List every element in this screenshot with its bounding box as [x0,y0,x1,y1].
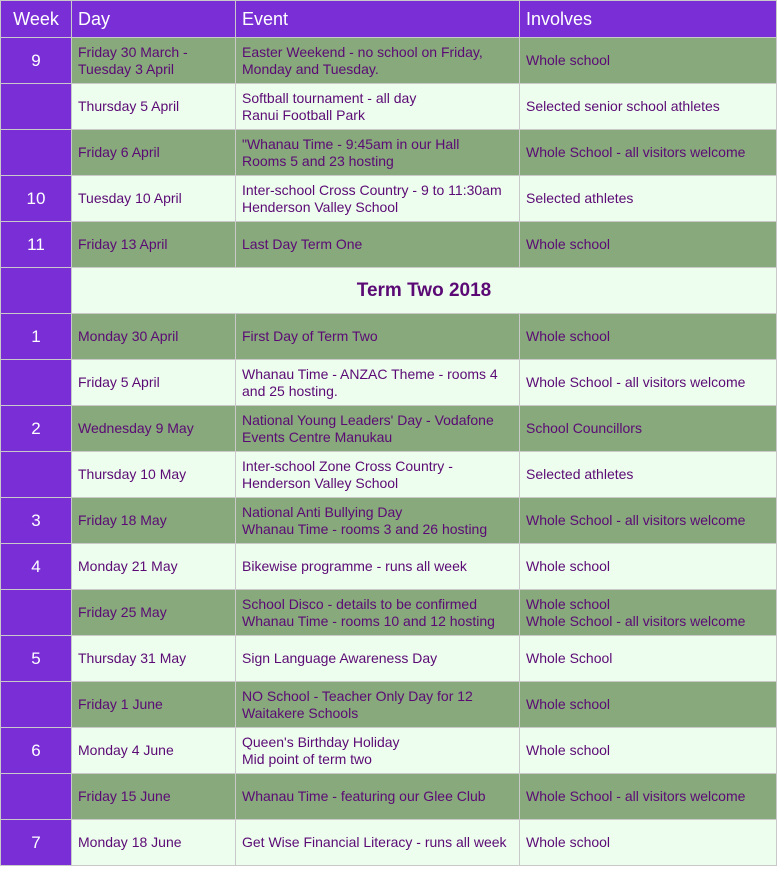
event-cell [236,84,520,130]
involves-line: Whole school [526,834,611,850]
involves-line: Selected athletes [526,466,634,482]
event-cell [236,452,520,498]
involves-cell [520,544,777,590]
table-row [1,498,777,544]
section-title: Term Two 2018 [72,268,777,314]
involves-line: Whole school [526,696,611,712]
event-cell [236,130,520,176]
week-cell: 9 [1,38,72,84]
involves-cell [520,682,777,728]
event-cell [236,774,520,820]
term-two-heading-group [1,268,777,314]
event-cell [236,406,520,452]
day-cell: Monday 18 June [72,820,236,866]
event-line: "Whanau Time - 9:45am in our Hall [242,135,460,152]
header-involves: Involves [520,1,777,38]
table-row [1,728,777,774]
day-cell: Friday 6 April [72,130,236,176]
week-cell: 3 [1,498,72,544]
involves-cell [520,498,777,544]
event-cell [236,820,520,866]
term-one-rows [1,38,777,268]
table-row [1,38,777,84]
involves-cell [520,84,777,130]
event-line: NO School - Teacher Only Day for 12 [242,687,473,704]
header-week: Week [1,1,72,38]
involves-line: Whole school [526,328,611,344]
table-row [1,130,777,176]
week-cell [1,84,72,130]
involves-cell [520,590,777,636]
involves-cell [520,820,777,866]
term-two-rows [1,314,777,866]
involves-line: Whole school [526,52,611,68]
event-line: Inter-school Zone Cross Country - [242,457,453,474]
section-week-cell [1,268,72,314]
day-cell: Friday 18 May [72,498,236,544]
event-cell [236,314,520,360]
event-line: Ranui Football Park [242,106,365,123]
involves-line: Whole school [526,742,611,758]
event-line: Last Day Term One [242,236,363,252]
table-row [1,406,777,452]
day-cell: Friday 15 June [72,774,236,820]
table-row [1,590,777,636]
table-row [1,452,777,498]
involves-line: Whole School - all visitors welcome [526,512,746,528]
day-cell: Thursday 10 May [72,452,236,498]
week-cell [1,360,72,406]
event-cell [236,590,520,636]
involves-line: Whole School - all visitors welcome [526,374,746,390]
involves-line: Whole School - all visitors welcome [526,612,746,629]
day-cell: Monday 4 June [72,728,236,774]
week-cell [1,452,72,498]
involves-line: School Councillors [526,420,642,436]
section-row [1,268,777,314]
event-line: School Disco - details to be confirmed [242,595,477,612]
table-row [1,820,777,866]
involves-line: Whole school [526,558,611,574]
header-event: Event [236,1,520,38]
week-cell [1,682,72,728]
involves-cell [520,406,777,452]
involves-line: Selected athletes [526,190,634,206]
table-row [1,636,777,682]
week-cell [1,590,72,636]
event-line: Sign Language Awareness Day [242,650,438,666]
event-line: Get Wise Financial Literacy - runs all week [242,834,507,850]
event-line: Inter-school Cross Country - 9 to 11:30am [242,181,502,198]
table-row [1,774,777,820]
event-line: Easter Weekend - no school on Friday, [242,43,483,60]
day-cell: Tuesday 10 April [72,176,236,222]
event-line: Whanau Time - rooms 10 and 12 hosting [242,612,495,629]
involves-cell [520,314,777,360]
event-line: Rooms 5 and 23 hosting [242,152,394,169]
day-cell: Friday 25 May [72,590,236,636]
week-cell: 4 [1,544,72,590]
day-cell: Friday 13 April [72,222,236,268]
event-line: and 25 hosting. [242,382,338,399]
event-cell [236,636,520,682]
event-cell [236,38,520,84]
day-cell: Wednesday 9 May [72,406,236,452]
involves-cell [520,360,777,406]
header-row [1,1,777,38]
event-line: National Young Leaders' Day - Vodafone [242,411,494,428]
table-row [1,222,777,268]
event-line: Henderson Valley School [242,198,399,215]
event-cell [236,544,520,590]
event-line: Whanau Time - ANZAC Theme - rooms 4 [242,365,498,382]
involves-line: Selected senior school athletes [526,98,720,114]
week-cell: 10 [1,176,72,222]
day-cell: Friday 1 June [72,682,236,728]
week-cell [1,130,72,176]
table-row [1,84,777,130]
involves-cell [520,130,777,176]
table-row [1,682,777,728]
day-cell: Monday 21 May [72,544,236,590]
event-cell [236,498,520,544]
day-cell: Friday 5 April [72,360,236,406]
event-line: Queen's Birthday Holiday [242,733,400,750]
week-cell: 1 [1,314,72,360]
event-line: National Anti Bullying Day [242,503,403,520]
event-cell [236,360,520,406]
event-line: Whanau Time - rooms 3 and 26 hosting [242,520,488,537]
day-cell: Thursday 31 May [72,636,236,682]
table-row [1,360,777,406]
table-row [1,176,777,222]
involves-line: Whole School [526,650,613,666]
event-line: Henderson Valley School [242,474,399,491]
involves-line: Whole school [526,236,611,252]
header-day: Day [72,1,236,38]
week-cell [1,774,72,820]
involves-cell [520,222,777,268]
week-cell: 7 [1,820,72,866]
involves-cell [520,452,777,498]
event-line: Monday and Tuesday. [242,60,379,77]
week-cell: 5 [1,636,72,682]
event-line: First Day of Term Two [242,328,378,344]
event-cell [236,728,520,774]
week-cell: 11 [1,222,72,268]
involves-cell [520,728,777,774]
table-row [1,314,777,360]
event-line: Waitakere Schools [242,704,359,721]
event-line: Whanau Time - featuring our Glee Club [242,788,486,804]
involves-cell [520,38,777,84]
event-line: Mid point of term two [242,750,372,767]
event-cell [236,176,520,222]
day-cell: Friday 30 March - Tuesday 3 April [72,38,236,84]
involves-line: Whole school [526,595,611,612]
day-cell: Monday 30 April [72,314,236,360]
event-cell [236,682,520,728]
involves-cell [520,774,777,820]
involves-cell [520,636,777,682]
involves-line: Whole School - all visitors welcome [526,788,746,804]
event-line: Events Centre Manukau [242,428,393,445]
week-cell: 6 [1,728,72,774]
involves-line: Whole School - all visitors welcome [526,144,746,160]
table-row [1,544,777,590]
week-cell: 2 [1,406,72,452]
involves-cell [520,176,777,222]
event-line: Softball tournament - all day [242,89,417,106]
event-line: Bikewise programme - runs all week [242,558,467,574]
event-cell [236,222,520,268]
day-cell: Thursday 5 April [72,84,236,130]
